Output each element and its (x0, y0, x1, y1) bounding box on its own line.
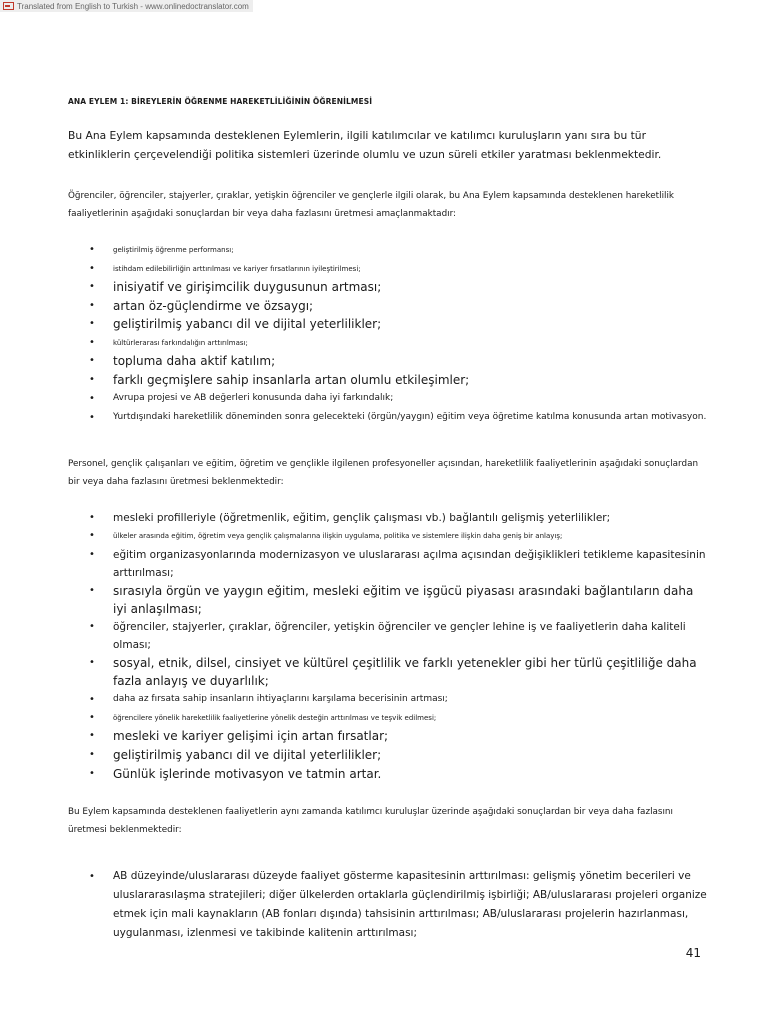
list-item: • geliştirilmiş yabancı dil ve dijital yeterlilikler; (68, 746, 708, 765)
list-item: • daha az fırsata sahip insanların ihtiyaçlarını karşılama becerisinin artması; (68, 690, 708, 709)
section2-list (68, 509, 708, 783)
section3-list (68, 867, 708, 943)
section-heading: ANA EYLEM 1: BİREYLERİN ÖĞRENME HAREKETLİLİĞİNİN ÖĞRENİLMESİ (68, 97, 373, 106)
banner-text: Translated from English to Turkish - www.onlinedoctranslator.com (17, 1, 249, 11)
section2-paragraph: Personel, gençlik çalışanları ve eğitim, öğretim ve gençlikle ilgilenen profesyoneller açısından, hareketlilik faaliyetlerinin aşağıdaki sonuçlardan bir veya daha fazlasını üretmesi beklenmektedir: (68, 459, 699, 488)
list-item: • mesleki profilleriyle (öğretmenlik, eğitim, gençlik çalışması vb.) bağlantılı gelişmiş yeterlilikler; (68, 509, 708, 527)
list-item: • istihdam edilebilirliğin arttırılması ve kariyer fırsatlarının iyileştirilmesi; (68, 260, 708, 279)
list-item: • kültürlerarası farkındalığın arttırılması; (68, 334, 708, 353)
document-page (68, 97, 708, 943)
list-item: • mesleki ve kariyer gelişimi için artan fırsatlar; (68, 727, 708, 746)
section1-paragraph: Öğrenciler, öğrenciler, stajyerler, çıraklar, yetişkin öğrenciler ve gençlerle ilgili olarak, bu Ana Eylem kapsamında desteklenen hareketlilik faaliyetlerinin aşağıdaki sonuçlardan bir veya daha fazlasını üretmesi amaçlanmaktadır: (68, 191, 675, 219)
section1-list (68, 241, 708, 427)
list-item: • geliştirilmiş öğrenme performansı; (68, 241, 708, 260)
translator-logo-icon (3, 2, 14, 10)
list-item: • sırasıyla örgün ve yaygın eğitim, mesleki eğitim ve işgücü piyasası arasındaki bağlantıların daha iyi anlaşılması; (68, 582, 708, 618)
intro-paragraph: Bu Ana Eylem kapsamında desteklenen Eylemlerin, ilgili katılımcılar ve katılımcı kuruluşların yanı sıra bu tür etkinliklerin çerçevelendiği politika sistemleri üzerinde olumlu ve uzun süreli etkiler yaratması beklenmektedir. (68, 129, 662, 161)
translation-banner (0, 0, 253, 12)
list-item: • eğitim organizasyonlarında modernizasyon ve uluslararası açılma açısından değişiklikleri tetikleme kapasitesinin arttırılması; (68, 546, 708, 582)
list-item: • Avrupa projesi ve AB değerleri konusunda daha iyi farkındalık; (68, 389, 708, 408)
section3-paragraph: Bu Eylem kapsamında desteklenen faaliyetlerin aynı zamanda katılımcı kuruluşlar üzerinde aşağıdaki sonuçlardan bir veya daha fazlasını üretmesi beklenmektedir: (68, 807, 673, 836)
list-item: • öğrencilere yönelik hareketlilik faaliyetlerine yönelik desteğin arttırılması ve teşvik edilmesi; (68, 709, 708, 728)
page-number: 41 (685, 946, 701, 960)
list-item: • topluma daha aktif katılım; (68, 352, 708, 371)
list-item: • Günlük işlerinde motivasyon ve tatmin artar. (68, 765, 708, 784)
list-item: • öğrenciler, stajyerler, çıraklar, öğrenciler, yetişkin öğrenciler ve gençler lehine iş ve faaliyetlerin daha kaliteli olması; (68, 618, 708, 654)
list-item: • inisiyatif ve girişimcilik duygusunun artması; (68, 278, 708, 297)
list-item: • geliştirilmiş yabancı dil ve dijital yeterlilikler; (68, 315, 708, 334)
list-item: • artan öz-güçlendirme ve özsaygı; (68, 297, 708, 316)
list-item: • sosyal, etnik, dilsel, cinsiyet ve kültürel çeşitlilik ve farklı yetenekler gibi her türlü çeşitliliğe daha fazla anlayış ve duyarlılık; (68, 654, 708, 690)
list-item: • ülkeler arasında eğitim, öğretim veya gençlik çalışmalarına ilişkin uygulama, politika ve sistemlere ilişkin daha geniş bir anlayış; (68, 527, 708, 546)
list-item: • farklı geçmişlere sahip insanlarla artan olumlu etkileşimler; (68, 371, 708, 390)
list-item: • AB düzeyinde/uluslararası düzeyde faaliyet gösterme kapasitesinin arttırılması: gelişmiş yönetim becerileri ve uluslararasılaşma stratejileri; diğer ülkelerden ortaklarla güçlendirilmiş işbirliği; AB/uluslararası projeleri organize etmek için mali kaynakların (AB fonları dışında) tahsisinin arttırılması; AB/uluslararası projelerin hazırlanması, uygulanması, izlenmesi ve takibinde kalitenin arttırılması; (68, 867, 708, 943)
list-item: • Yurtdışındaki hareketlilik döneminden sonra gelecekteki (örgün/yaygın) eğitim veya öğretime katılma konusunda artan motivasyon. (68, 408, 708, 427)
